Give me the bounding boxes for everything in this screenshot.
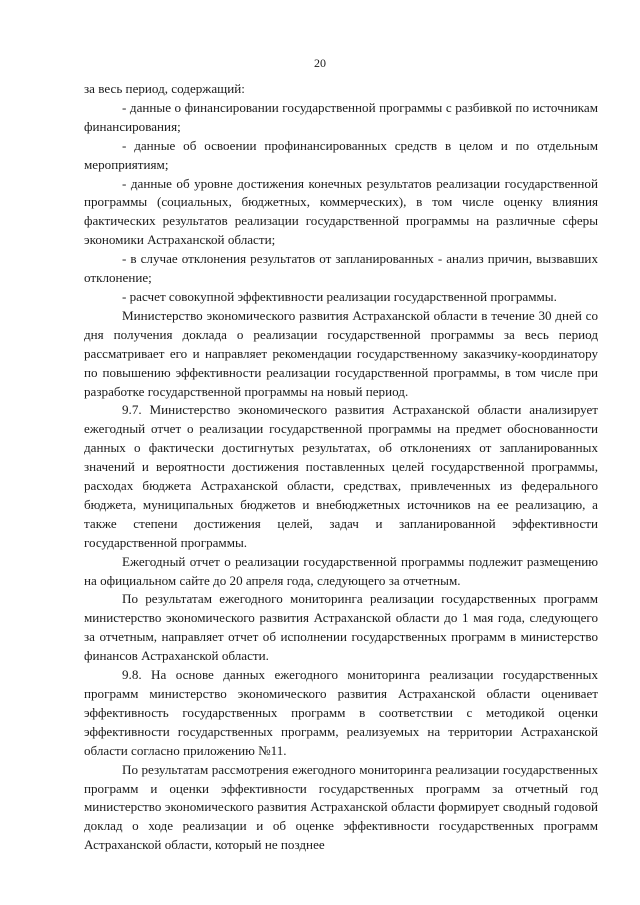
paragraph-report-publication: Ежегодный отчет о реализации государственной программы подлежит размещению на официальном сайте до 20 апреля года, следующего за отчетным.	[84, 553, 598, 588]
list-item-funds-usage: - данные об освоении профинансированных средств в целом и по отдельным мероприятиям;	[84, 137, 598, 172]
paragraph-summary-report: По результатам рассмотрения ежегодного мониторинга реализации государственных программ и оценки эффективности государственных программ за отчетный год министерство экономического развития Астраханской области формирует сводный годовой доклад о ходе реализации и об оценке эффективности государственных программ Астраханской области, который не позднее	[84, 761, 598, 853]
paragraph-section-9-7: 9.7. Министерство экономического развития Астраханской области анализирует ежегодный отчет о реализации государственной программы на предмет обоснованности данных о фактически достигнутых результатах, об отклонениях от запланированных значений и вероятности достижения поставленных целей государственной программы, расходах бюджета Астраханской области, средствах, привлеченных из федерального бюджета, муниципальных бюджетов и внебюджетных источников на ее реализацию, а также степени достижения целей, задач и запланированной эффективности государственной программы.	[84, 402, 598, 550]
document-body	[84, 80, 598, 855]
list-item-efficiency-calculation: - расчет совокупной эффективности реализации государственной программы.	[122, 288, 557, 304]
paragraph-ministry-review: Министерство экономического развития Астраханской области в течение 30 дней со дня получения доклада о реализации государственной программы за весь период рассматривает его и направляет рекомендации государственному заказчику-координатору по повышению эффективности реализации государственной программы, в том числе при разработке государственной программы на новый период.	[84, 307, 598, 399]
paragraph-intro: за весь период, содержащий:	[84, 81, 245, 96]
paragraph-section-9-8: 9.8. На основе данных ежегодного мониторинга реализации государственных программ министерство экономического развития Астраханской области оценивает эффективность государственных программ в соответствии с методикой оценки эффективности государственных программ, реализуемых на территории Астраханской области согласно приложению №11.	[84, 667, 598, 758]
list-item-results-level: - данные об уровне достижения конечных результатов реализации государственной программы (социальных, бюджетных, коммерческих), в том числе оценку влияния фактических результатов реализации государственной программы на различные сферы экономики Астраханской области;	[84, 175, 598, 248]
list-item-deviation-analysis: - в случае отклонения результатов от запланированных - анализ причин, вызвавших отклонение;	[84, 251, 598, 286]
page-number: 20	[314, 56, 326, 70]
list-item-financing: - данные о финансировании государственной программы с разбивкой по источникам финансирования;	[84, 99, 598, 134]
paragraph-monitoring-results: По результатам ежегодного мониторинга реализации государственных программ министерство экономического развития Астраханской области до 1 мая года, следующего за отчетным, направляет отчет об исполнении государственных программ в министерство финансов Астраханской области.	[84, 591, 598, 664]
